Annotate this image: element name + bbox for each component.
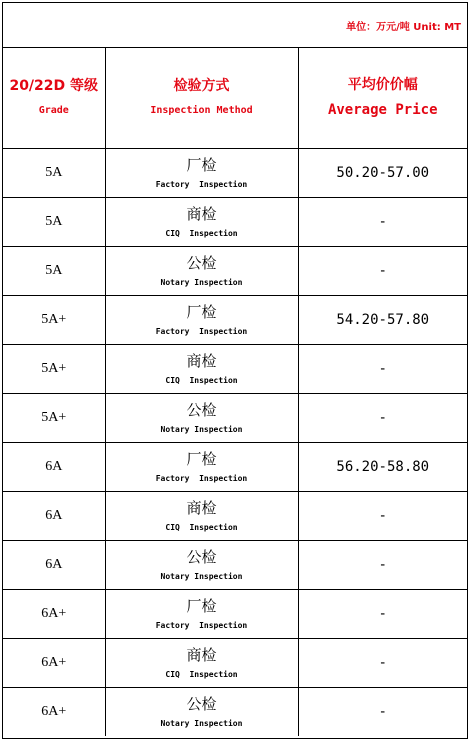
grade-cell: 6A [3,540,105,589]
method-cn: 商检 [186,204,217,223]
table-row [3,687,467,736]
method-en: Factory Inspection [155,620,248,630]
price-cell: 50.20-57.00 [298,148,467,197]
grade-cell: 5A [3,197,105,246]
method-cn: 公检 [186,694,217,713]
price-cell: - [298,344,467,393]
method-cn: 厂检 [186,302,217,321]
unit-label-row [3,3,467,48]
method-cn: 公检 [186,400,217,419]
method-en: Notary Inspection [160,718,243,728]
method-en: CIQ Inspection [165,522,238,532]
grade-cell: 6A+ [3,638,105,687]
table-row [3,344,467,393]
header-grade [3,48,105,148]
header-method-en: Inspection Method [150,104,253,116]
header-grade-cn: 20/22D 等级 [9,77,99,94]
table-row [3,491,467,540]
method-cell [105,491,298,540]
unit-label: 单位：万元/吨 Unit: MT [346,21,461,33]
method-cell [105,442,298,491]
method-cn: 商检 [186,351,217,370]
method-en: Notary Inspection [160,277,243,287]
grade-cell: 5A [3,148,105,197]
price-cell: - [298,393,467,442]
method-cell [105,540,298,589]
method-cell [105,246,298,295]
method-cn: 商检 [186,645,217,664]
method-en: CIQ Inspection [165,228,238,238]
method-cell [105,687,298,736]
price-sheet [2,2,468,739]
price-table [3,48,467,736]
price-cell: - [378,703,387,720]
method-cn: 厂检 [186,449,217,468]
method-cell [105,148,298,197]
grade-cell: 6A [3,491,105,540]
grade-cell: 5A+ [3,295,105,344]
method-en: Notary Inspection [160,424,243,434]
method-cn: 公检 [186,547,217,566]
header-grade-en: Grade [38,104,69,116]
method-cn: 厂检 [186,596,217,615]
price-cell: - [298,589,467,638]
header-row [3,48,467,148]
price-cell: - [298,638,467,687]
method-cell [105,197,298,246]
method-cn: 公检 [186,253,217,272]
method-en: Factory Inspection [155,473,248,483]
grade-cell: 5A+ [3,344,105,393]
table-row [3,540,467,589]
price-cell: 54.20-57.80 [298,295,467,344]
method-en: Factory Inspection [155,179,248,189]
method-cell [105,589,298,638]
method-cell [105,295,298,344]
table-row [3,295,467,344]
header-price [298,48,467,148]
price-cell: - [298,197,467,246]
method-en: CIQ Inspection [165,669,238,679]
method-en: Notary Inspection [160,571,243,581]
header-method-cn: 检验方式 [173,77,230,94]
method-cell [105,638,298,687]
table-row [3,246,467,295]
grade-cell: 6A+ [3,687,105,736]
header-method [105,48,298,148]
price-cell: - [298,491,467,540]
grade-cell: 6A+ [3,589,105,638]
grade-cell: 5A+ [3,393,105,442]
table-row [3,148,467,197]
method-en: Factory Inspection [155,326,248,336]
method-cn: 商检 [186,498,217,517]
grade-cell: 5A [3,246,105,295]
method-cell [105,393,298,442]
price-cell: 56.20-58.80 [298,442,467,491]
table-row [3,638,467,687]
grade-cell: 6A [3,442,105,491]
method-cell [105,344,298,393]
price-cell: - [298,246,467,295]
method-cn: 厂检 [186,155,217,174]
header-price-cn: 平均价价幅 [347,76,418,93]
table-row [3,197,467,246]
header-price-en: Average Price [327,101,438,118]
price-cell: - [298,540,467,589]
table-row [3,589,467,638]
table-row [3,442,467,491]
method-en: CIQ Inspection [165,375,238,385]
table-row [3,393,467,442]
